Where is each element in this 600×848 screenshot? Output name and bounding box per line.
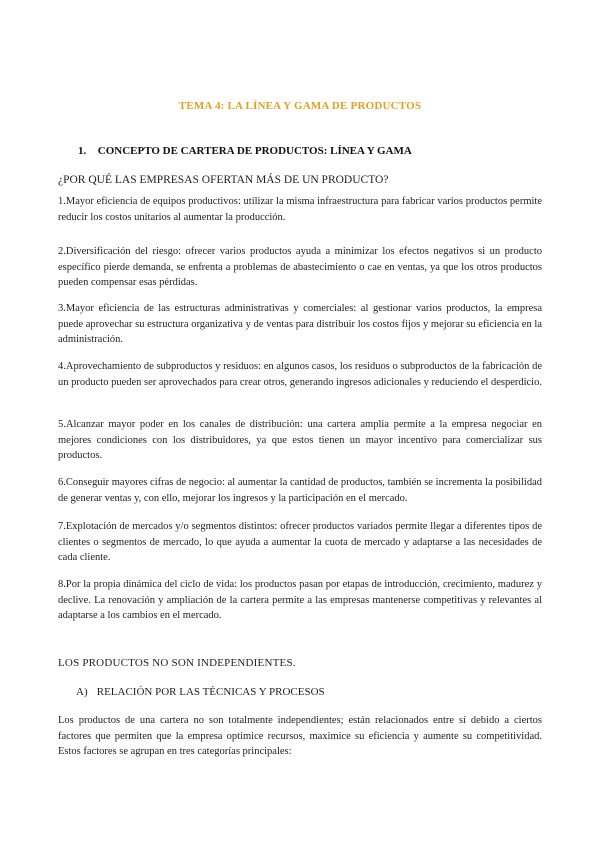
independence-heading: LOS PRODUCTOS NO SON INDEPENDIENTES.: [58, 657, 296, 669]
paragraph-6: 6.Conseguir mayores cifras de negocio: al aumentar la cantidad de productos, también se incrementa la posibilidad de generar ventas y, con ello, mejorar los ingresos y la participación en el mercado.: [58, 477, 542, 504]
paragraph-1: 1.Mayor eficiencia de equipos productivos: utilizar la misma infraestructura para fabricar varios productos permite reducir los costos unitarios al aumentar la producción.: [58, 196, 542, 223]
closing-paragraph: Los productos de una cartera no son totalmente independientes; están relacionados entre sí debido a ciertos factores que permiten que la empresa optimice recursos, maximice su eficiencia y aumente su competitividad. Estos factores se agrupan en tres categorías principales:: [58, 715, 542, 757]
paragraph-2: 2.Diversificación del riesgo: ofrecer varios productos ayuda a minimizar los efectos negativos si un producto específico pierde demanda, se enfrenta a problemas de abastecimiento o cae en ventas, ya que los otros productos pueden compensar esas pérdidas.: [58, 246, 542, 288]
paragraph-3: 3.Mayor eficiencia de las estructuras administrativas y comerciales: al gestionar varios productos, la empresa puede aprovechar su estructura organizativa y de ventas para distribuir los costos fijos y mejorar su eficiencia en la administración.: [58, 303, 542, 345]
paragraph-5: 5.Alcanzar mayor poder en los canales de distribución: una cartera amplia permite a la empresa negociar en mejores condiciones con los distribuidores, ya que estos tienen un mayor incentivo para comercializar sus productos.: [58, 419, 542, 461]
question-heading: ¿POR QUÉ LAS EMPRESAS OFERTAN MÁS DE UN PRODUCTO?: [58, 174, 389, 186]
subsection-heading: [76, 686, 325, 698]
section-heading: [78, 145, 412, 157]
document-title: TEMA 4: LA LÍNEA Y GAMA DE PRODUCTOS: [178, 100, 422, 112]
section-number: 1.: [78, 145, 87, 157]
subsection-label: A): [76, 686, 88, 698]
paragraph-8: 8.Por la propia dinámica del ciclo de vida: los productos pasan por etapas de introducción, crecimiento, madurez y declive. La renovación y ampliación de la cartera permite a las empresas mantenerse competitivas y relevantes al adaptarse a los cambios en el mercado.: [58, 579, 542, 621]
paragraph-4: 4.Aprovechamiento de subproductos y residuos: en algunos casos, los residuos o subproductos de la fabricación de un producto pueden ser aprovechados para crear otros, generando ingresos adicionales y reduciendo el desperdicio.: [58, 361, 542, 388]
section-heading-text: CONCEPTO DE CARTERA DE PRODUCTOS: LÍNEA Y GAMA: [97, 145, 412, 157]
paragraph-7: 7.Explotación de mercados y/o segmentos distintos: ofrecer productos variados permite llegar a diferentes tipos de clientes o segmentos de mercado, lo que ayuda a aumentar la cuota de mercado y adaptarse a las necesidades de cada cliente.: [58, 521, 542, 563]
subsection-text: RELACIÓN POR LAS TÉCNICAS Y PROCESOS: [96, 686, 325, 698]
